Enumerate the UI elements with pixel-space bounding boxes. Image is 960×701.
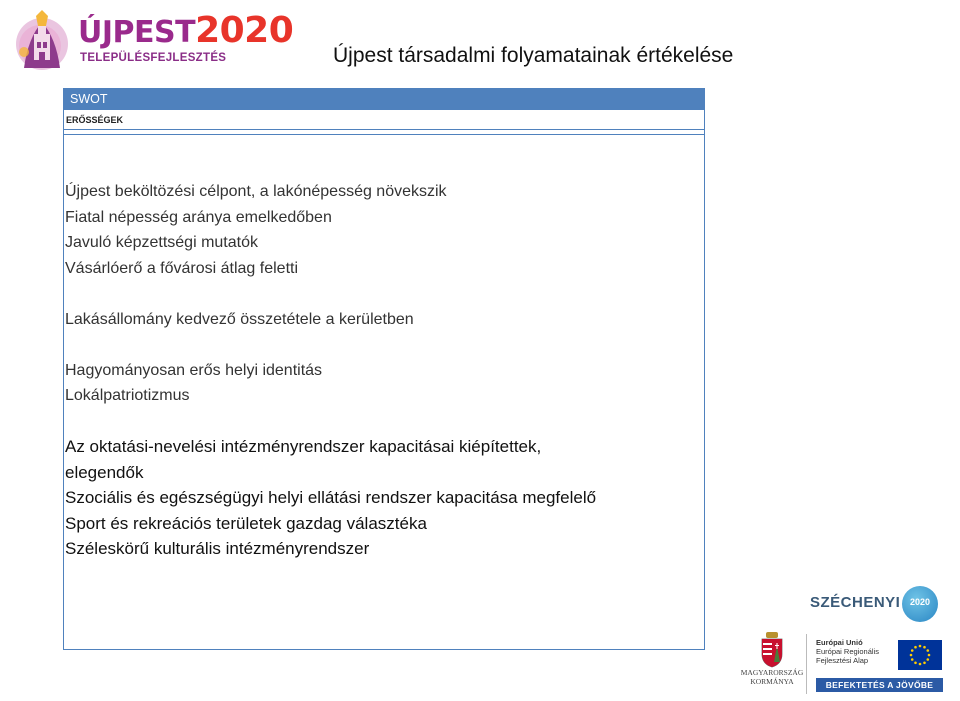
hungarian-coat-of-arms-icon (759, 632, 785, 668)
eu-fund-logo (816, 638, 944, 694)
logo-wordmark (78, 10, 294, 51)
logo-divider (806, 634, 807, 694)
swot-section-label: ERŐSSÉGEK (64, 110, 704, 130)
swot-strength-item: elegendők (65, 462, 144, 482)
swot-strength-item: Fiatal népesség aránya emelkedőben (65, 208, 332, 226)
crest-logo-icon (10, 8, 74, 74)
eu-star (911, 658, 914, 661)
eu-star (923, 646, 926, 649)
szechenyi-label: SZÉCHENYI (810, 594, 901, 611)
eu-star (914, 661, 917, 664)
swot-strength-item: Újpest beköltözési célpont, a lakónépesség növekszik (65, 183, 447, 200)
szechenyi-badge-text: 2020 (909, 597, 931, 607)
swot-strength-item: Az oktatási-nevelési intézményrendszer kapacitásai kiépítettek, (65, 437, 542, 456)
eu-star (910, 654, 913, 657)
page-title: Újpest társadalmi folyamatainak értékelése (333, 44, 734, 67)
logo-subtitle: TELEPÜLÉSFEJLESZTÉS (80, 52, 227, 64)
swot-strengths-list (64, 135, 704, 562)
logo-name: ÚJPEST (78, 15, 196, 50)
eu-star (919, 645, 922, 648)
ujpest-2020-logo (10, 8, 294, 76)
eu-line-3: Fejlesztési Alap (816, 656, 869, 665)
swot-strength-item: Javuló képzettségi mutatók (65, 234, 258, 251)
swot-strength-item: Szociális és egészségügyi helyi ellátási rendszer kapacitása megfelelő (65, 488, 597, 507)
swot-strength-item: Széleskörű kulturális intézményrendszer (65, 539, 370, 558)
eu-star (914, 646, 917, 649)
szechenyi-badge (902, 586, 938, 622)
swot-strength-item: Sport és rekreációs területek gazdag választéka (65, 513, 427, 533)
swot-header: SWOT (64, 89, 704, 110)
kormany-line-2: KORMÁNYA (750, 677, 794, 686)
kormany-line-1: MAGYARORSZÁG (740, 668, 804, 677)
eu-line-2: Európai Regionális (816, 647, 879, 656)
eu-star (923, 661, 926, 664)
swot-spacer (65, 409, 704, 435)
magyarorszag-kormanya-logo (740, 632, 804, 694)
eu-star (926, 649, 929, 652)
swot-table (63, 88, 705, 650)
eu-stars (898, 640, 942, 670)
swot-strength-item: Vásárlóerő a fővárosi átlag feletti (65, 259, 299, 277)
eu-star (926, 658, 929, 661)
eu-star (928, 654, 931, 657)
swot-spacer (65, 281, 704, 307)
swot-strength-item: Hagyományosan erős helyi identitás (65, 361, 323, 379)
eu-flag-icon (898, 640, 942, 670)
eu-star (911, 649, 914, 652)
eu-text (816, 638, 894, 665)
swot-strength-item: Lokálpatriotizmus (65, 387, 190, 404)
swot-strength-item: Lakásállomány kedvező összetétele a kerületben (65, 310, 414, 328)
eu-line-1: Európai Unió (816, 638, 863, 647)
eu-star (919, 663, 922, 666)
logo-year: 2020 (195, 10, 294, 51)
szechenyi-2020-logo (810, 586, 940, 622)
swot-spacer (65, 332, 704, 358)
eu-slogan-bar: BEFEKTETÉS A JÖVŐBE (816, 678, 943, 692)
